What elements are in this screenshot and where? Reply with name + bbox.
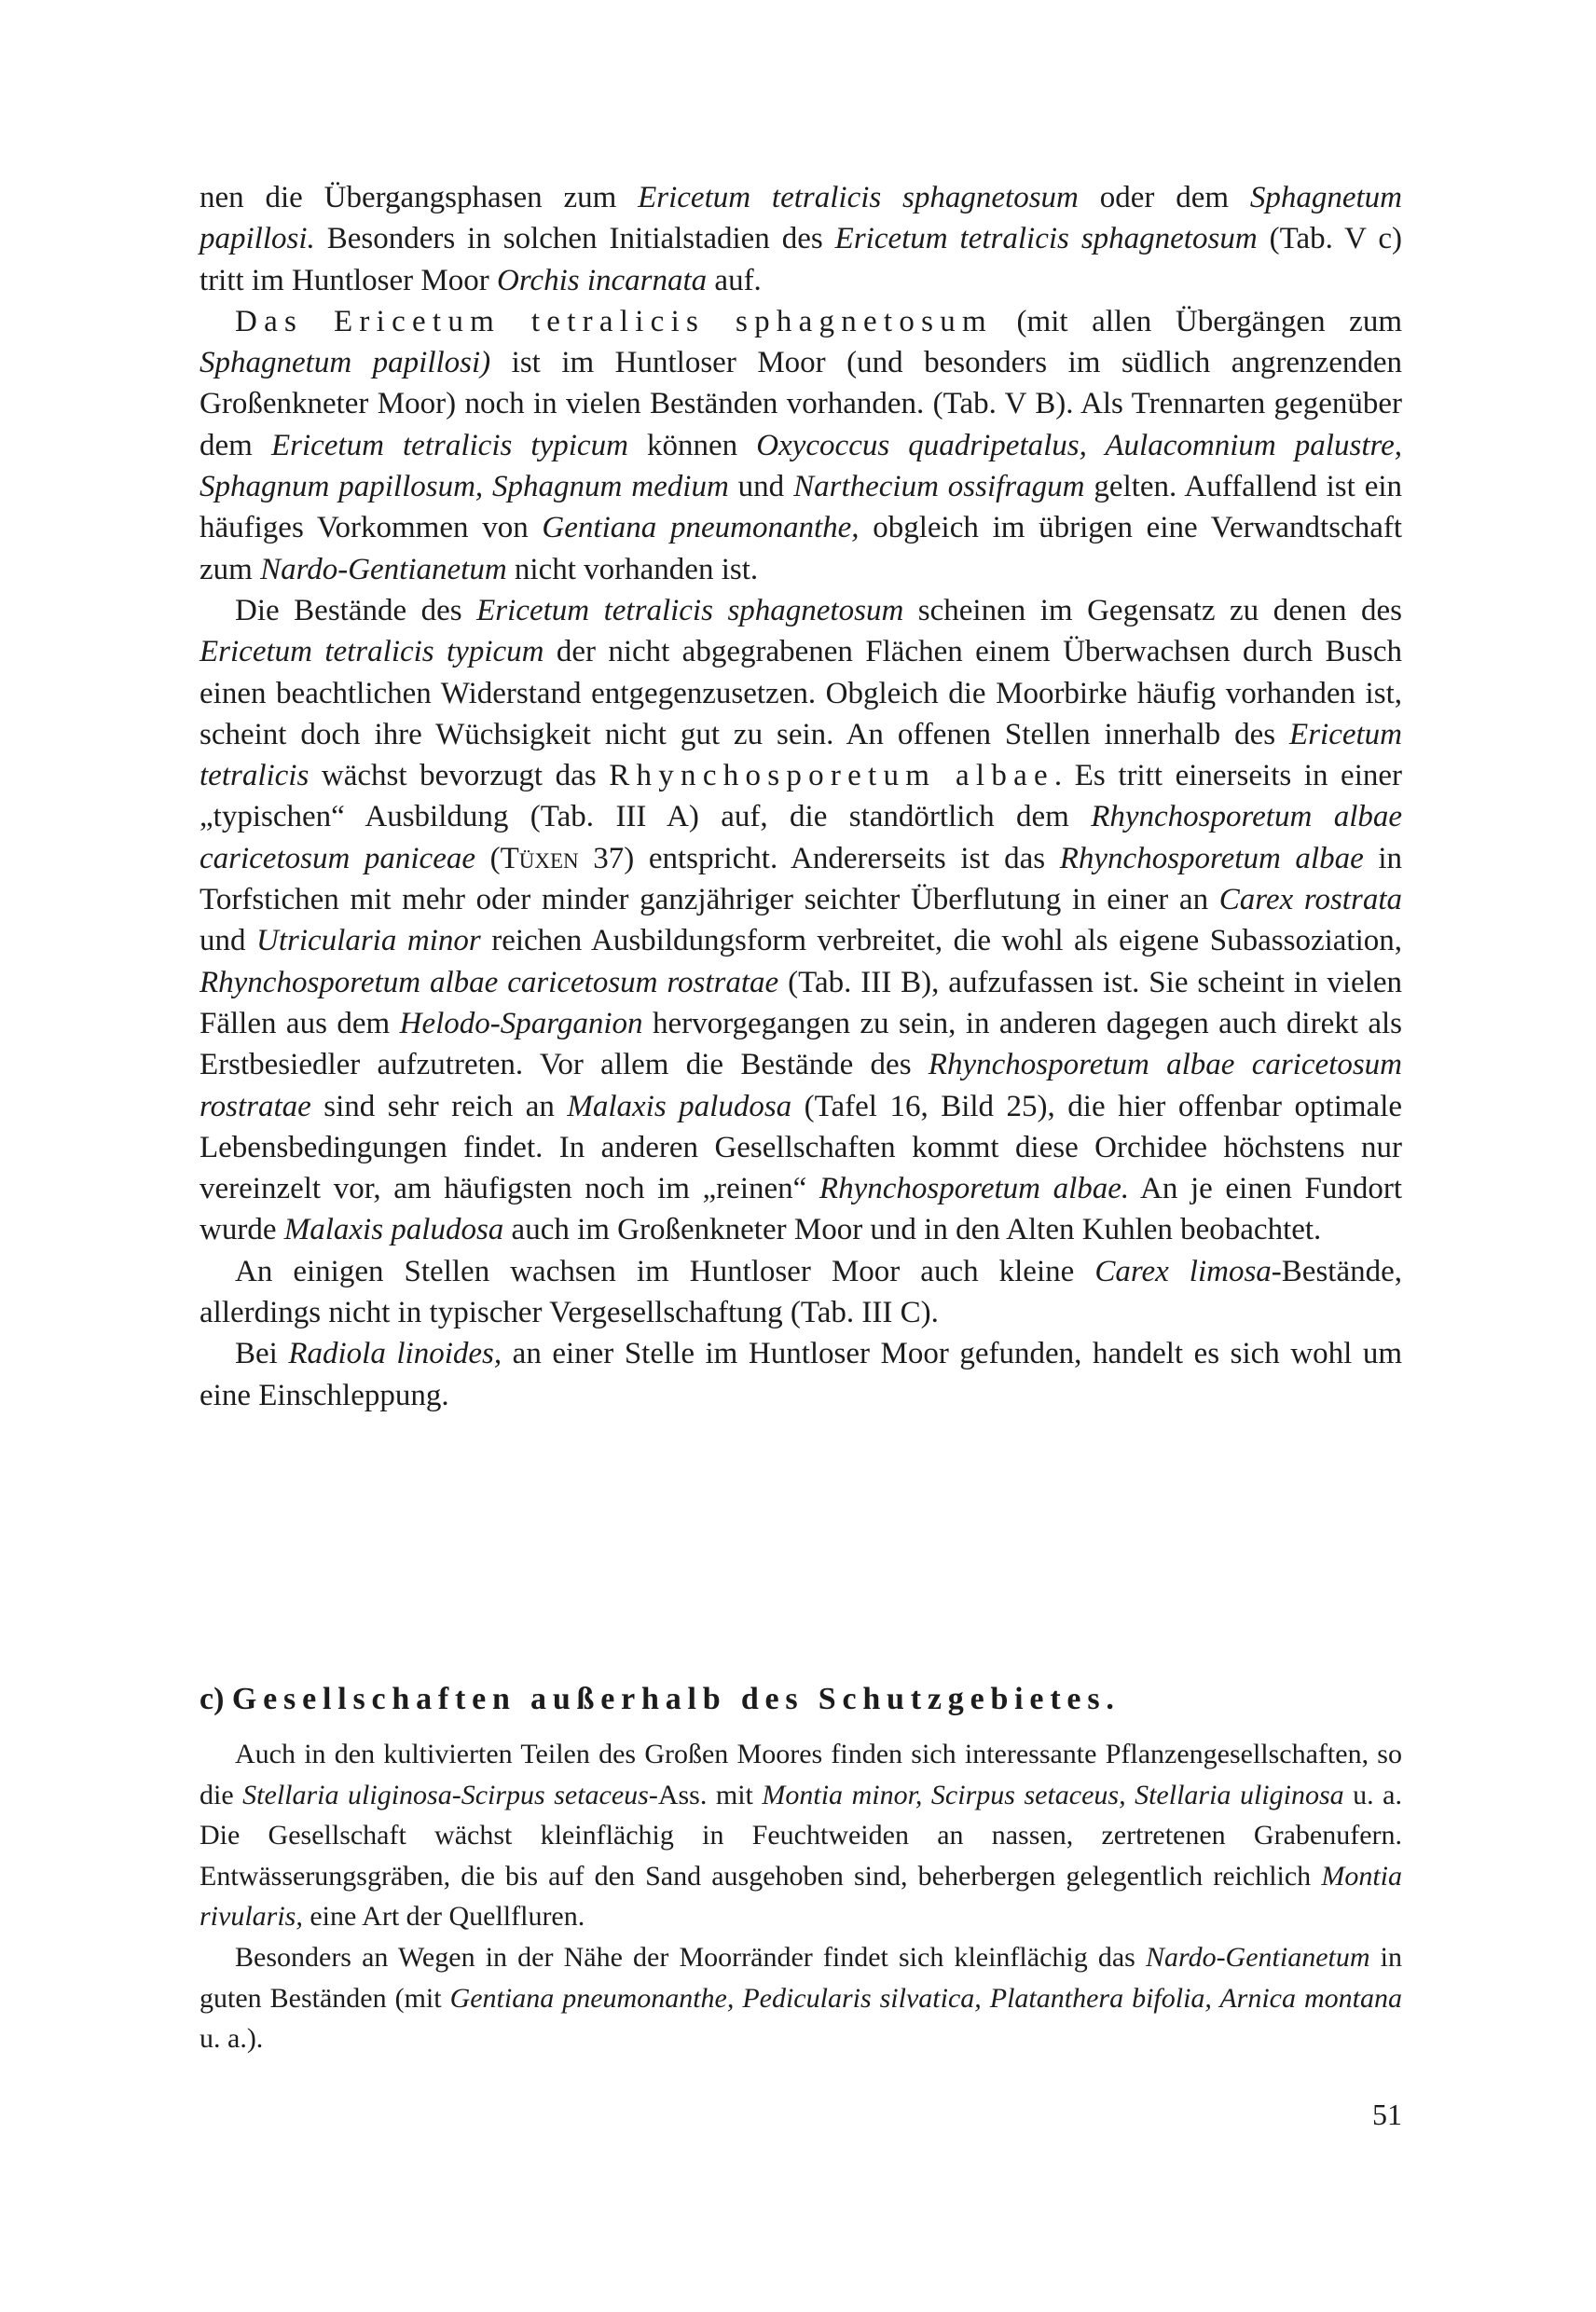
italic-term: Montia minor, Scirpus setaceus, Stellaria uliginosa — [762, 1779, 1344, 1810]
italic-term: Stellaria uliginosa-Scirpus setaceus — [242, 1779, 649, 1810]
paragraph — [200, 1734, 1402, 1937]
italic-term: Rhynchosporetum albae caricetosum paniceae — [200, 800, 1403, 875]
italic-term: Ericetum tetralicis sphagnetosum — [476, 593, 904, 627]
text-run: nen die Übergangsphasen zum — [200, 181, 639, 214]
italic-term: Nardo-Gentianetum — [260, 552, 507, 586]
section-heading-text: Gesellschaften außerhalb des Schutzgebietes. — [231, 1682, 1121, 1716]
paragraph — [200, 590, 1402, 1251]
spaced-term: Rhynchosporetum albae — [609, 759, 1054, 793]
text-run: ist im Huntloser Moor (und besonders im südlich angrenzenden Großenkneter Moor) noch in vielen Beständen vorhanden. (Tab. V B). Als Trennarten gegenüber dem — [200, 346, 1402, 462]
text-run: in guten Beständen (mit — [200, 1941, 1402, 2014]
section-heading — [200, 1678, 1402, 1721]
italic-term: Helodo-Sparganion — [399, 1006, 643, 1040]
italic-term: Rhynchosporetum albae caricetosum rostratae — [200, 965, 779, 999]
text-run: Besonders in solchen Initialstadien des — [314, 222, 835, 256]
italic-term: Radiola linoides, — [288, 1337, 502, 1371]
text-run: oder dem — [1078, 181, 1250, 214]
text-run: (Tafel 16, Bild 25), die hier offenbar optimale Lebensbedingungen findet. In anderen Gesellschaften kommt diese Orchidee höchstens nur vereinzelt vor, am häufigsten noch im „reinen“ — [200, 1089, 1403, 1206]
text-run: auf. — [707, 263, 762, 297]
italic-term: Utricularia minor — [256, 924, 481, 958]
italic-term: Ericetum tetralicis typicum — [270, 428, 628, 462]
paragraph — [200, 1251, 1402, 1334]
text-run: (mit allen Übergängen zum — [992, 304, 1403, 338]
italic-term: Narthecium ossifragum — [793, 470, 1085, 504]
italic-term: Rhynchosporetum albae — [1059, 841, 1364, 875]
italic-term: Carex rostrata — [1218, 883, 1402, 917]
page-number: 51 — [1372, 2098, 1402, 2131]
text-run: Bei — [235, 1337, 289, 1371]
text-run: ( — [475, 841, 501, 875]
text-run: -Bestände, allerdings nicht in typischer Vergesellschaftung (Tab. III C). — [200, 1254, 1402, 1330]
text-run: u. a. Die Gesellschaft wächst kleinflächig in Feuchtweiden an nassen, zertretenen Grabenufern. Entwässerungsgräben, die bis auf den Sand ausgehoben sind, beherbergen gelegentlich reichlich — [200, 1779, 1402, 1892]
italic-term: Nardo-Gentianetum — [1146, 1941, 1370, 1973]
main-text-block — [200, 177, 1402, 1416]
text-run: -Ass. mit — [648, 1779, 763, 1810]
text-run: An einigen Stellen wachsen im Huntloser Moor auch kleine — [235, 1254, 1095, 1288]
author-name: Tüxen — [500, 841, 579, 875]
text-run: An je einen Fundort wurde — [200, 1172, 1403, 1247]
paragraph — [200, 177, 1402, 301]
italic-term: Sphagnetum papillosi) — [200, 346, 491, 380]
italic-term: Malaxis paludosa — [567, 1089, 792, 1123]
text-run: wächst bevorzugt das — [309, 759, 610, 793]
italic-term: Malaxis paludosa — [283, 1213, 504, 1247]
italic-term: Gentiana pneumonanthe, Pedicularis silvatica, Platanthera bifolia, Arnica montana — [449, 1982, 1402, 2014]
text-run: und — [728, 470, 794, 504]
italic-term: Montia rivularis, — [200, 1860, 1402, 1933]
text-run: Die Bestände des — [235, 593, 477, 627]
text-run: 37) entspricht. Andererseits ist das — [578, 841, 1060, 875]
text-run: (Tab. V c) tritt im Huntloser Moor — [200, 222, 1402, 297]
text-run: in Torfstichen mit mehr oder minder ganzjähriger seichter Überflutung in einer an — [200, 841, 1403, 917]
text-run: auch im Großenkneter Moor und in den Alten Kuhlen beobachtet. — [503, 1213, 1322, 1247]
italic-term: Sphagnetum papillosi. — [200, 181, 1402, 256]
text-run: scheinen im Gegensatz zu denen des — [903, 593, 1402, 627]
italic-term: Ericetum tetralicis sphagnetosum — [834, 222, 1258, 256]
text-run: gelten. Auffallend ist ein häufiges Vorkommen von — [200, 470, 1403, 545]
italic-term: Ericetum tetralicis typicum — [200, 635, 544, 669]
italic-term: Oxycoccus quadripetalus, Aulacomnium palustre, Sphagnum papillosum, Sphagnum medium — [200, 428, 1403, 504]
italic-term: Orchis incarnata — [496, 263, 708, 297]
text-run: nicht vorhanden ist. — [506, 552, 759, 586]
text-run: reichen Ausbildungsform verbreitet, die wohl als eigene Subassoziation, — [480, 924, 1402, 958]
section-c-block — [200, 1678, 1402, 2059]
paragraph — [200, 301, 1402, 590]
text-run: und — [200, 924, 257, 958]
italic-term: Rhynchosporetum albae. — [819, 1172, 1130, 1206]
text-run: . Es tritt einerseits in einer „typischen“ Ausbildung (Tab. III A) auf, die standörtlich dem — [200, 759, 1403, 834]
italic-term: Gentiana pneumonanthe, — [542, 511, 860, 545]
italic-term: Ericetum tetralicis sphagnetosum — [638, 181, 1079, 214]
italic-term: Carex limosa — [1094, 1254, 1272, 1288]
text-run: sind sehr reich an — [310, 1089, 568, 1123]
text-run: hervorgegangen zu sein, in anderen dagegen auch direkt als Erstbesiedler aufzutreten. Vor allem die Bestände des — [200, 1006, 1402, 1082]
section-heading-prefix: c) — [200, 1682, 232, 1716]
text-run: Besonders an Wegen in der Nähe der Moorränder findet sich kleinflächig das — [235, 1941, 1146, 1973]
text-run: eine Art der Quellfluren. — [302, 1901, 585, 1933]
text-run: der nicht abgegrabenen Flächen einem Überwachsen durch Busch einen beachtlichen Widerstand entgegenzusetzen. Obgleich die Moorbirke häufig vorhanden ist, scheint doch ihre Wüchsigkeit nicht gut zu sein. An offenen Stellen innerhalb des — [200, 635, 1402, 751]
italic-term: Rhynchosporetum albae caricetosum rostratae — [200, 1048, 1402, 1123]
text-run: u. a.). — [200, 2023, 264, 2055]
paragraph — [200, 1333, 1402, 1416]
italic-term: Ericetum tetralicis — [200, 717, 1402, 793]
text-run: (Tab. III B), aufzufassen ist. Sie scheint in vielen Fällen aus dem — [200, 965, 1402, 1040]
text-run: an einer Stelle im Huntloser Moor gefunden, handelt es sich wohl um eine Einschleppung. — [200, 1337, 1403, 1412]
spaced-term: Das Ericetum tetralicis sphagnetosum — [235, 304, 993, 338]
paragraph — [200, 1937, 1402, 2059]
text-run: Auch in den kultivierten Teilen des Großen Moores finden sich interessante Pflanzengesellschaften, so die — [200, 1739, 1402, 1810]
text-run: obgleich im übrigen eine Verwandtschaft zum — [200, 511, 1403, 586]
text-run: können — [627, 428, 757, 462]
